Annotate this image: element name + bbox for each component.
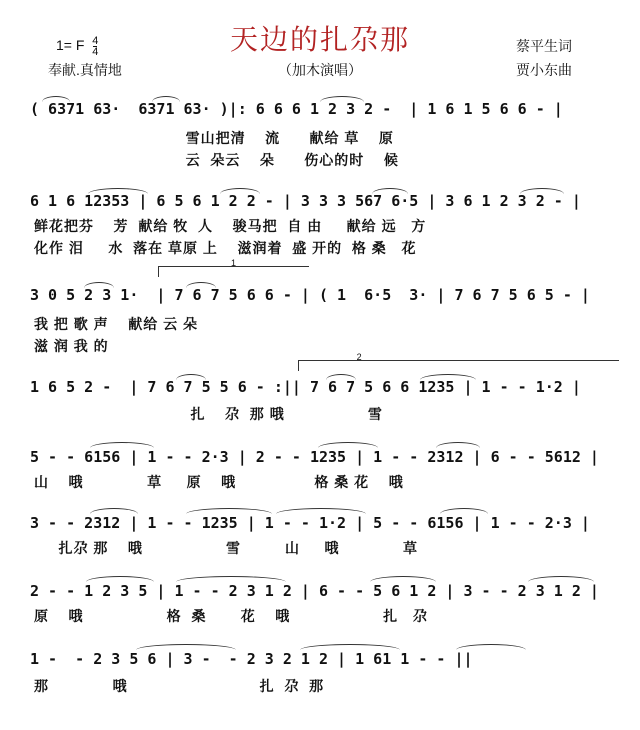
note-row: 3 - - 2312 | 1 - - 1235 | 1 - - 1·2 | 5 - - 6156 | 1 - - 2·3 | xyxy=(30,514,590,532)
note-row: 1 6 5 2 - | 7 6 7 5 5 6 - :|| 7 6 7 5 6 6 1235 | 1 - - 1·2 | xyxy=(30,378,581,396)
song-title: 天边的扎尕那 xyxy=(229,24,410,55)
lyric-verse-1: 雪山把清 流 献给 草 原 xyxy=(34,130,394,146)
lyric-verse-2: 滋 润 我 的 xyxy=(34,338,109,354)
note-row: 3 0 5 2 3 1· | 7 6 7 5 6 6 - | ( 1 6·5 3· | 7 6 7 5 6 5 - | xyxy=(30,286,590,304)
note-row: 5 - - 6156 | 1 - - 2·3 | 2 - - 1235 | 1 - - 2312 | 6 - - 5612 | xyxy=(30,448,599,466)
lyric-verse-2: 云 朵云 朵 伤心的时 候 xyxy=(34,152,399,168)
note-row: 6 1 6 12353 | 6 5 6 1 2 2 - | 3 3 3 567 6·5 | 3 6 1 2 3 2 - | xyxy=(30,192,581,210)
lyric-verse-1: 扎尕 那 哦 雪 山 哦 草 xyxy=(34,540,419,556)
note-row: ( 6371 63· 6371 63· )|: 6 6 6 1 2 3 2 - | 1 6 1 5 6 6 - | xyxy=(30,100,563,118)
lyric-verse-1: 我 把 歌 声 献给 云 朵 xyxy=(34,316,199,332)
composer-credit: 贾小东曲 xyxy=(516,62,572,78)
meter-bottom: 4 xyxy=(92,46,99,58)
lyric-verse-1: 原 哦 格 桑 花 哦 扎 尕 xyxy=(34,608,428,624)
second-ending-bracket: 2 xyxy=(298,360,619,371)
key-signature xyxy=(56,36,98,57)
lyric-verse-1: 山 哦 草 原 哦 格 桑 花 哦 xyxy=(34,474,404,490)
note-row: 1 - - 2 3 5 6 | 3 - - 2 3 2 1 2 | 1 61 1 - - || xyxy=(30,650,473,668)
lyric-verse-1: 鲜花把芬 芳 献给 牧 人 骏马把 自 由 献给 远 方 xyxy=(34,218,427,234)
singer-credit: （加木演唱） xyxy=(278,62,362,78)
key-label: 1= F xyxy=(56,37,85,54)
lyric-verse-1: 那 哦 扎 尕 那 xyxy=(34,678,325,694)
lyric-verse-1: 扎 尕 那 哦 雪 xyxy=(34,406,383,422)
lyric-verse-2: 化作 泪 水 落在 草原 上 滋润着 盛 开的 格 桑 花 xyxy=(34,240,417,256)
expression-mark: 奉献.真情地 xyxy=(48,62,122,78)
first-ending-bracket: 1 xyxy=(158,266,309,277)
lyricist-credit: 蔡平生词 xyxy=(516,38,572,54)
time-signature xyxy=(92,36,98,57)
note-row: 2 - - 1 2 3 5 | 1 - - 2 3 1 2 | 6 - - 5 6 1 2 | 3 - - 2 3 1 2 | xyxy=(30,582,599,600)
meter-top: 4 xyxy=(92,35,99,47)
